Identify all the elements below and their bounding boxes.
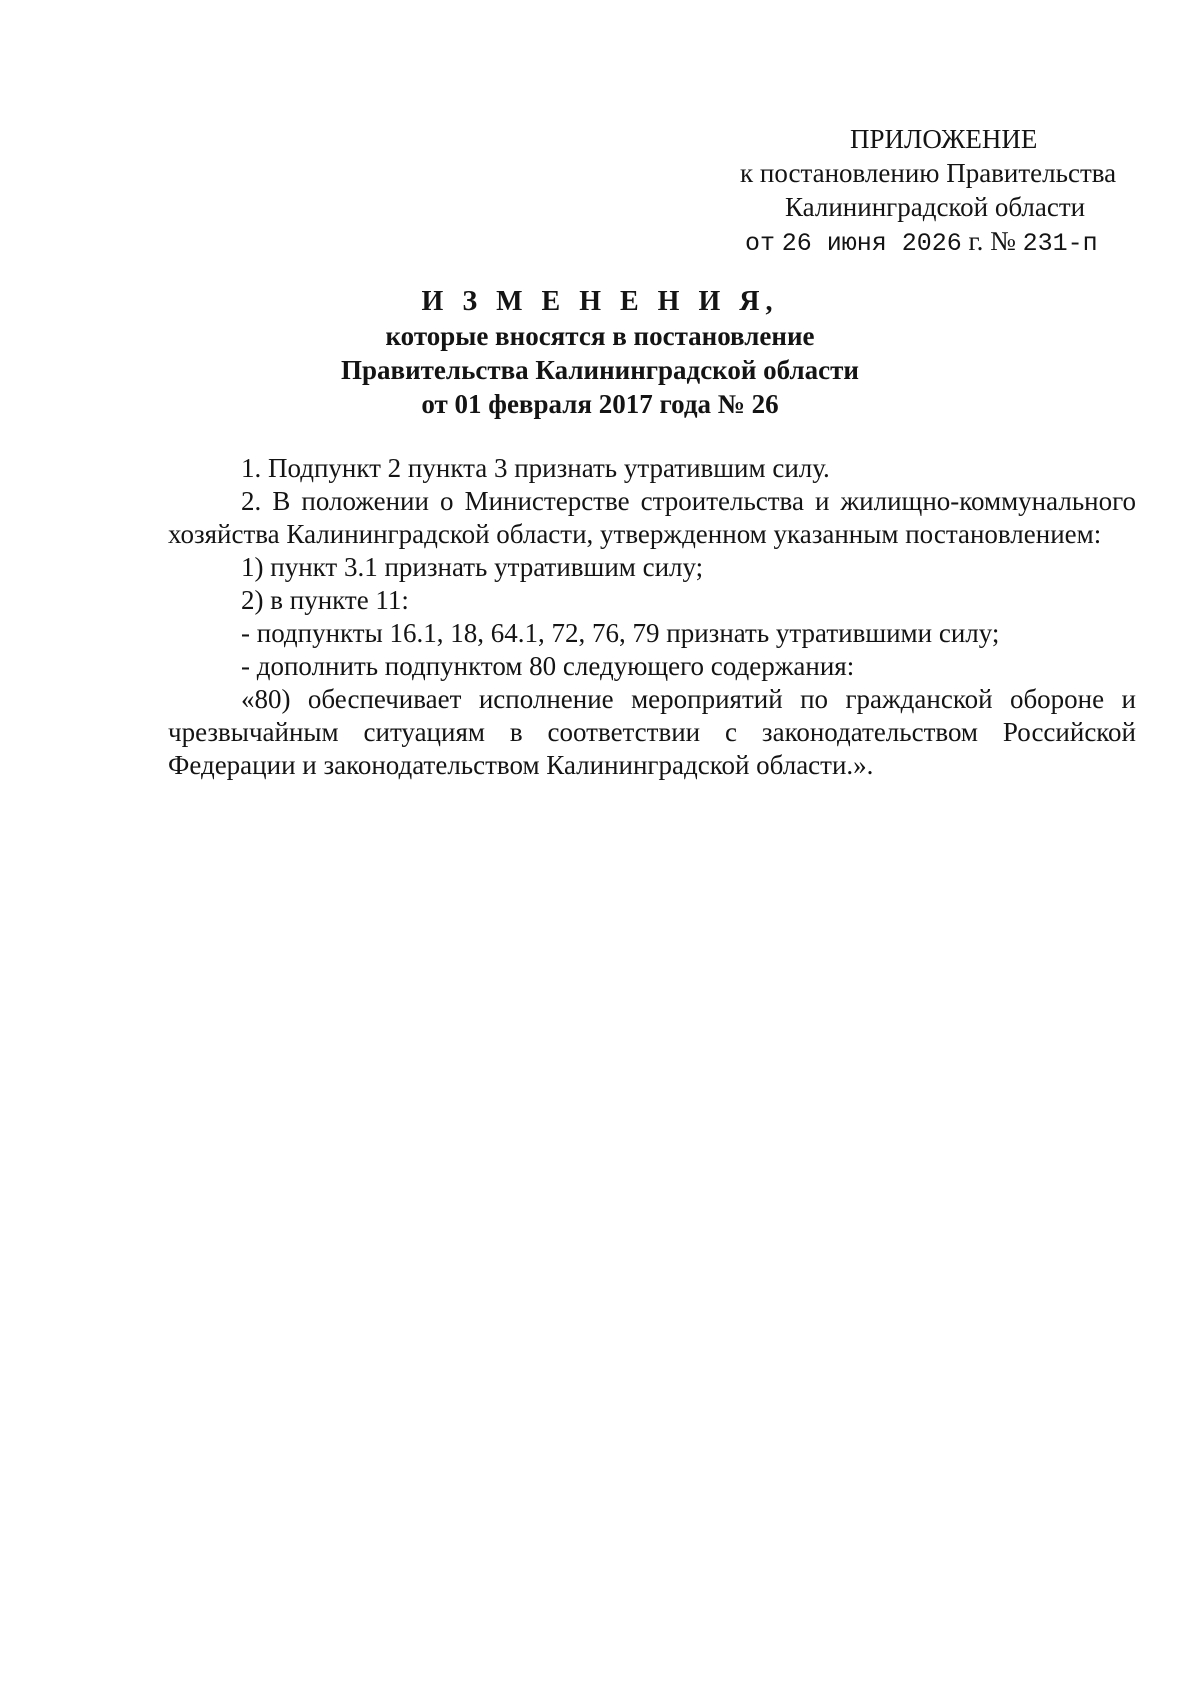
attachment-block (650, 122, 1170, 261)
paragraph-1: 1. Подпункт 2 пункта 3 признать утратившим силу. (241, 453, 830, 483)
heading-subtitle: которые вносятся в постановление (385, 321, 815, 351)
paragraph-7: «80) обеспечивает исполнение мероприятий по гражданской обороне и чрезвычайным ситуациям в соответствии с законодательством Российской Федерации и законодательством Калининградской области.». (168, 684, 1136, 780)
paragraph-6: - дополнить подпунктом 80 следующего содержания: (241, 651, 855, 681)
attachment-date-line (650, 224, 1170, 261)
document-heading (0, 285, 1200, 421)
paragraph-3: 1) пункт 3.1 признать утратившим силу; (241, 552, 704, 582)
paragraph-2: 2. В положении о Министерстве строительства и жилищно-коммунального хозяйства Калининградской области, утвержденном указанным постановлением: (168, 486, 1136, 549)
attachment-number-value: 231-п (1022, 229, 1098, 258)
attachment-date-prefix: от (745, 229, 776, 258)
heading-reference-date: от 01 февраля 2017 года № 26 (421, 389, 779, 419)
heading-authority: Правительства Калининградской области (341, 355, 859, 385)
attachment-title: ПРИЛОЖЕНИЕ (850, 124, 1038, 154)
attachment-resolution-line: к постановлению Правительства (740, 158, 1117, 188)
attachment-date-value: 26 июня 2026 (781, 229, 962, 258)
paragraph-4: 2) в пункте 11: (241, 585, 409, 615)
attachment-region-line: Калининградской области (785, 192, 1086, 222)
paragraph-5: - подпункты 16.1, 18, 64.1, 72, 76, 79 признать утратившими силу; (241, 618, 1000, 648)
heading-title: И З М Е Н Е Н И Я, (421, 286, 779, 317)
document-body (168, 452, 1136, 782)
attachment-date-suffix: г. № (968, 226, 1016, 256)
